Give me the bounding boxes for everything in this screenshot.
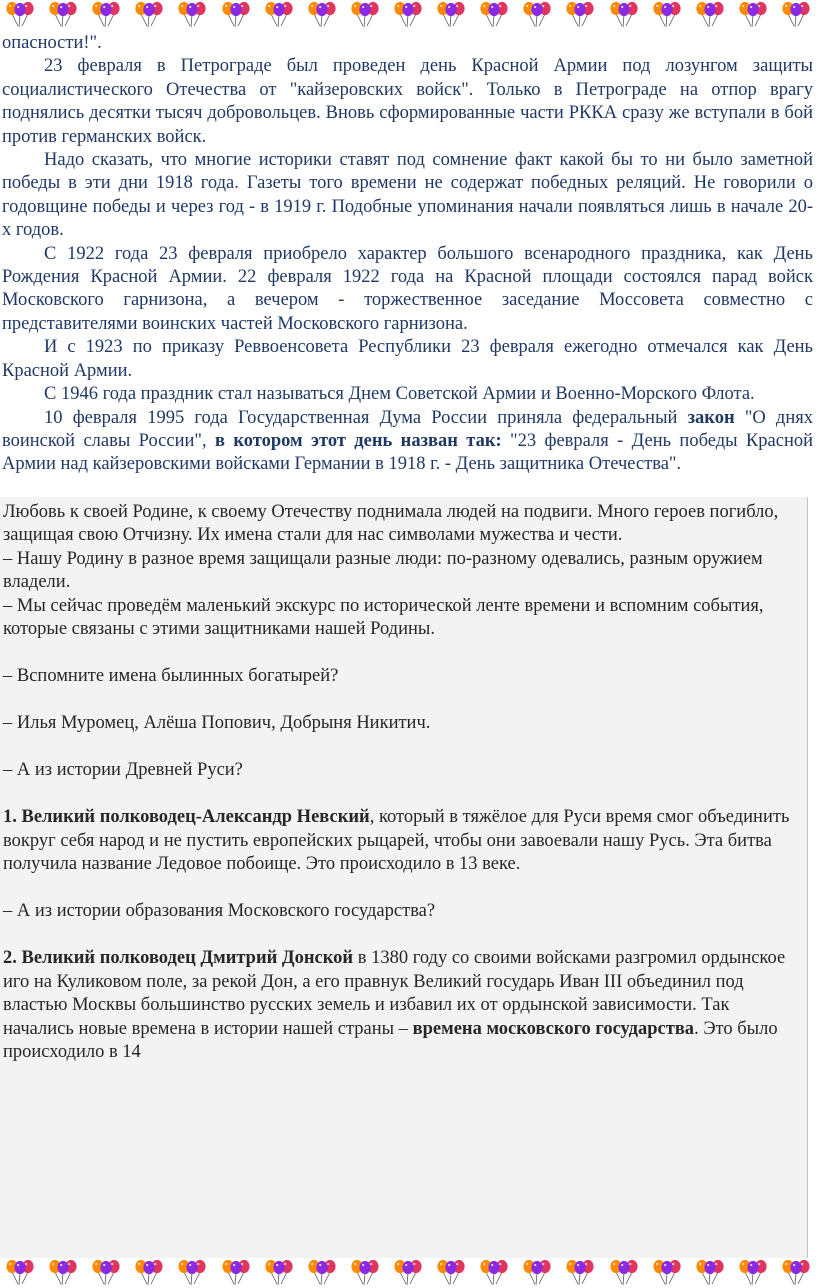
balloon-cluster-icon <box>563 1 597 28</box>
text-run: в 1380 году со своими войсками разгромил ордынское иго на Куликовом поле, за рекой Дон, а его правнук Великий государь Иван III объединил под властью Москвы большинство русских земель и избавил их от ордынской зависимости. Так начались новые времена в истории нашей страны – <box>3 948 786 1039</box>
paragraph <box>3 501 802 548</box>
section-lesson-text <box>0 497 808 1258</box>
text-run: "23 февраля - День победы Красной Армии над кайзеровскими войсками Германии в 1918 г. - День защитника Отечества". <box>2 430 813 475</box>
paragraph <box>3 548 802 595</box>
paragraph <box>3 900 802 924</box>
balloon-cluster-icon <box>736 1 770 28</box>
balloon-cluster-icon <box>262 1259 296 1286</box>
paragraph <box>3 806 802 877</box>
balloon-border-top <box>0 0 816 30</box>
text-run: – А из истории Древней Руси? <box>3 760 243 781</box>
balloon-cluster-icon <box>132 1259 166 1286</box>
balloon-cluster-icon <box>477 1 511 28</box>
balloon-cluster-icon <box>3 1259 37 1286</box>
balloon-cluster-icon <box>132 1 166 28</box>
bold-text-run: закон <box>687 407 735 428</box>
balloon-cluster-icon <box>607 1 641 28</box>
text-run: С 1946 года праздник стал называться Днем Советской Армии и Военно-Морского Флота. <box>44 384 755 405</box>
paragraph <box>2 336 813 383</box>
balloon-cluster-icon <box>89 1259 123 1286</box>
balloon-cluster-icon <box>693 1259 727 1286</box>
balloon-cluster-icon <box>305 1 339 28</box>
text-run: – Илья Муромец, Алёша Попович, Добрыня Никитич. <box>3 713 431 734</box>
balloon-cluster-icon <box>46 1 80 28</box>
paragraph <box>3 759 802 783</box>
balloon-cluster-icon <box>650 1 684 28</box>
text-run: И с 1923 по приказу Реввоенсовета Республики 23 февраля ежегодно отмечался как День Красной Армии. <box>2 337 813 381</box>
paragraph <box>3 665 802 689</box>
paragraph <box>2 243 813 337</box>
paragraph <box>2 407 813 477</box>
balloon-cluster-icon <box>434 1 468 28</box>
text-run: . Это было происходило в 14 <box>3 1018 778 1063</box>
text-run: 10 февраля 1995 года Государственная Дума России приняла федеральный <box>44 407 688 428</box>
balloon-cluster-icon <box>348 1259 382 1286</box>
balloon-cluster-icon <box>434 1259 468 1286</box>
balloon-cluster-icon <box>650 1259 684 1286</box>
balloon-cluster-icon <box>520 1259 554 1286</box>
text-run: 23 февраля в Петрограде был проведен день Красной Армии под лозунгом защиты социалистического Отечества от "кайзеровских войск". Только в Петрограде на отпор врагу поднялись десятки тысяч добровольцев. Вновь сформированные части РККА сразу же вступали в бой против германских войск. <box>2 56 813 147</box>
section-history-text <box>0 30 816 477</box>
balloon-cluster-icon <box>175 1259 209 1286</box>
balloon-cluster-icon <box>262 1 296 28</box>
text-run: "О днях воинской славы России", <box>2 407 814 451</box>
balloon-cluster-icon <box>219 1 253 28</box>
balloon-cluster-icon <box>219 1259 253 1286</box>
bold-text-run: времена московского государства <box>412 1018 695 1039</box>
text-run: – А из истории образования Московского государства? <box>3 901 436 922</box>
balloon-cluster-icon <box>305 1259 339 1286</box>
balloon-cluster-icon <box>607 1259 641 1286</box>
document-content <box>0 30 816 1258</box>
balloon-cluster-icon <box>46 1259 80 1286</box>
paragraph <box>2 32 813 55</box>
text-run: – Вспомните имена былинных богатырей? <box>3 666 339 687</box>
balloon-cluster-icon <box>391 1259 425 1286</box>
balloon-cluster-icon <box>3 1 37 28</box>
balloon-cluster-icon <box>779 1 813 28</box>
balloon-cluster-icon <box>391 1 425 28</box>
paragraph <box>3 595 802 642</box>
paragraph <box>2 149 813 243</box>
balloon-cluster-icon <box>520 1 554 28</box>
bold-text-run: 1. Великий полководец-Александр Невский <box>3 807 370 828</box>
balloon-cluster-icon <box>477 1259 511 1286</box>
bold-text-run: 2. Великий полководец Дмитрий Донской <box>3 948 354 969</box>
text-run: – Мы сейчас проведём маленький экскурс по исторической ленте времени и вспомним события, которые связаны с этими защитниками нашей Родины. <box>3 595 764 640</box>
balloon-cluster-icon <box>693 1 727 28</box>
text-run: , который в тяжёлое для Руси время смог объединить вокруг себя народ и не пустить европейских рыцарей, чтобы они завоевали нашу Русь. Эта битва получила название Ледовое побоище. Это происходило в 13 веке. <box>3 807 790 875</box>
paragraph <box>2 55 813 149</box>
text-run: С 1922 года 23 февраля приобрело характер большого всенародного праздника, как День Рождения Красной Армии. 22 февраля 1922 года на Красной площади состоялся парад войск Московского гарнизона, а вечером - торжественное заседание Моссовета совместно с представителями воинских частей Московского гарнизона. <box>2 243 813 334</box>
balloon-cluster-icon <box>348 1 382 28</box>
text-run: – Нашу Родину в разное время защищали разные люди: по-разному одевались, разным оружием владели. <box>3 548 763 593</box>
balloon-border-bottom <box>0 1258 816 1288</box>
text-run: опасности!". <box>2 33 102 53</box>
text-run: Любовь к своей Родине, к своему Отечеству поднимала людей на подвиги. Много героев погибло, защищая свою Отчизну. Их имена стали для нас символами мужества и чести. <box>3 501 779 546</box>
balloon-cluster-icon <box>89 1 123 28</box>
balloon-cluster-icon <box>563 1259 597 1286</box>
balloon-cluster-icon <box>175 1 209 28</box>
paragraph <box>3 947 802 1065</box>
balloon-cluster-icon <box>779 1259 813 1286</box>
text-run: Надо сказать, что многие историки ставят под сомнение факт какой бы то ни было заметной победы в эти дни 1918 года. Газеты того времени не содержат победных реляций. Не говорили о годовщине победы и через год - в 1919 г. Подобные упоминания начали появляться лишь в начале 20-х годов. <box>2 150 813 241</box>
bold-text-run: в котором этот день назван так: <box>214 430 502 451</box>
balloon-cluster-icon <box>736 1259 770 1286</box>
paragraph <box>3 712 802 736</box>
paragraph <box>2 383 813 406</box>
